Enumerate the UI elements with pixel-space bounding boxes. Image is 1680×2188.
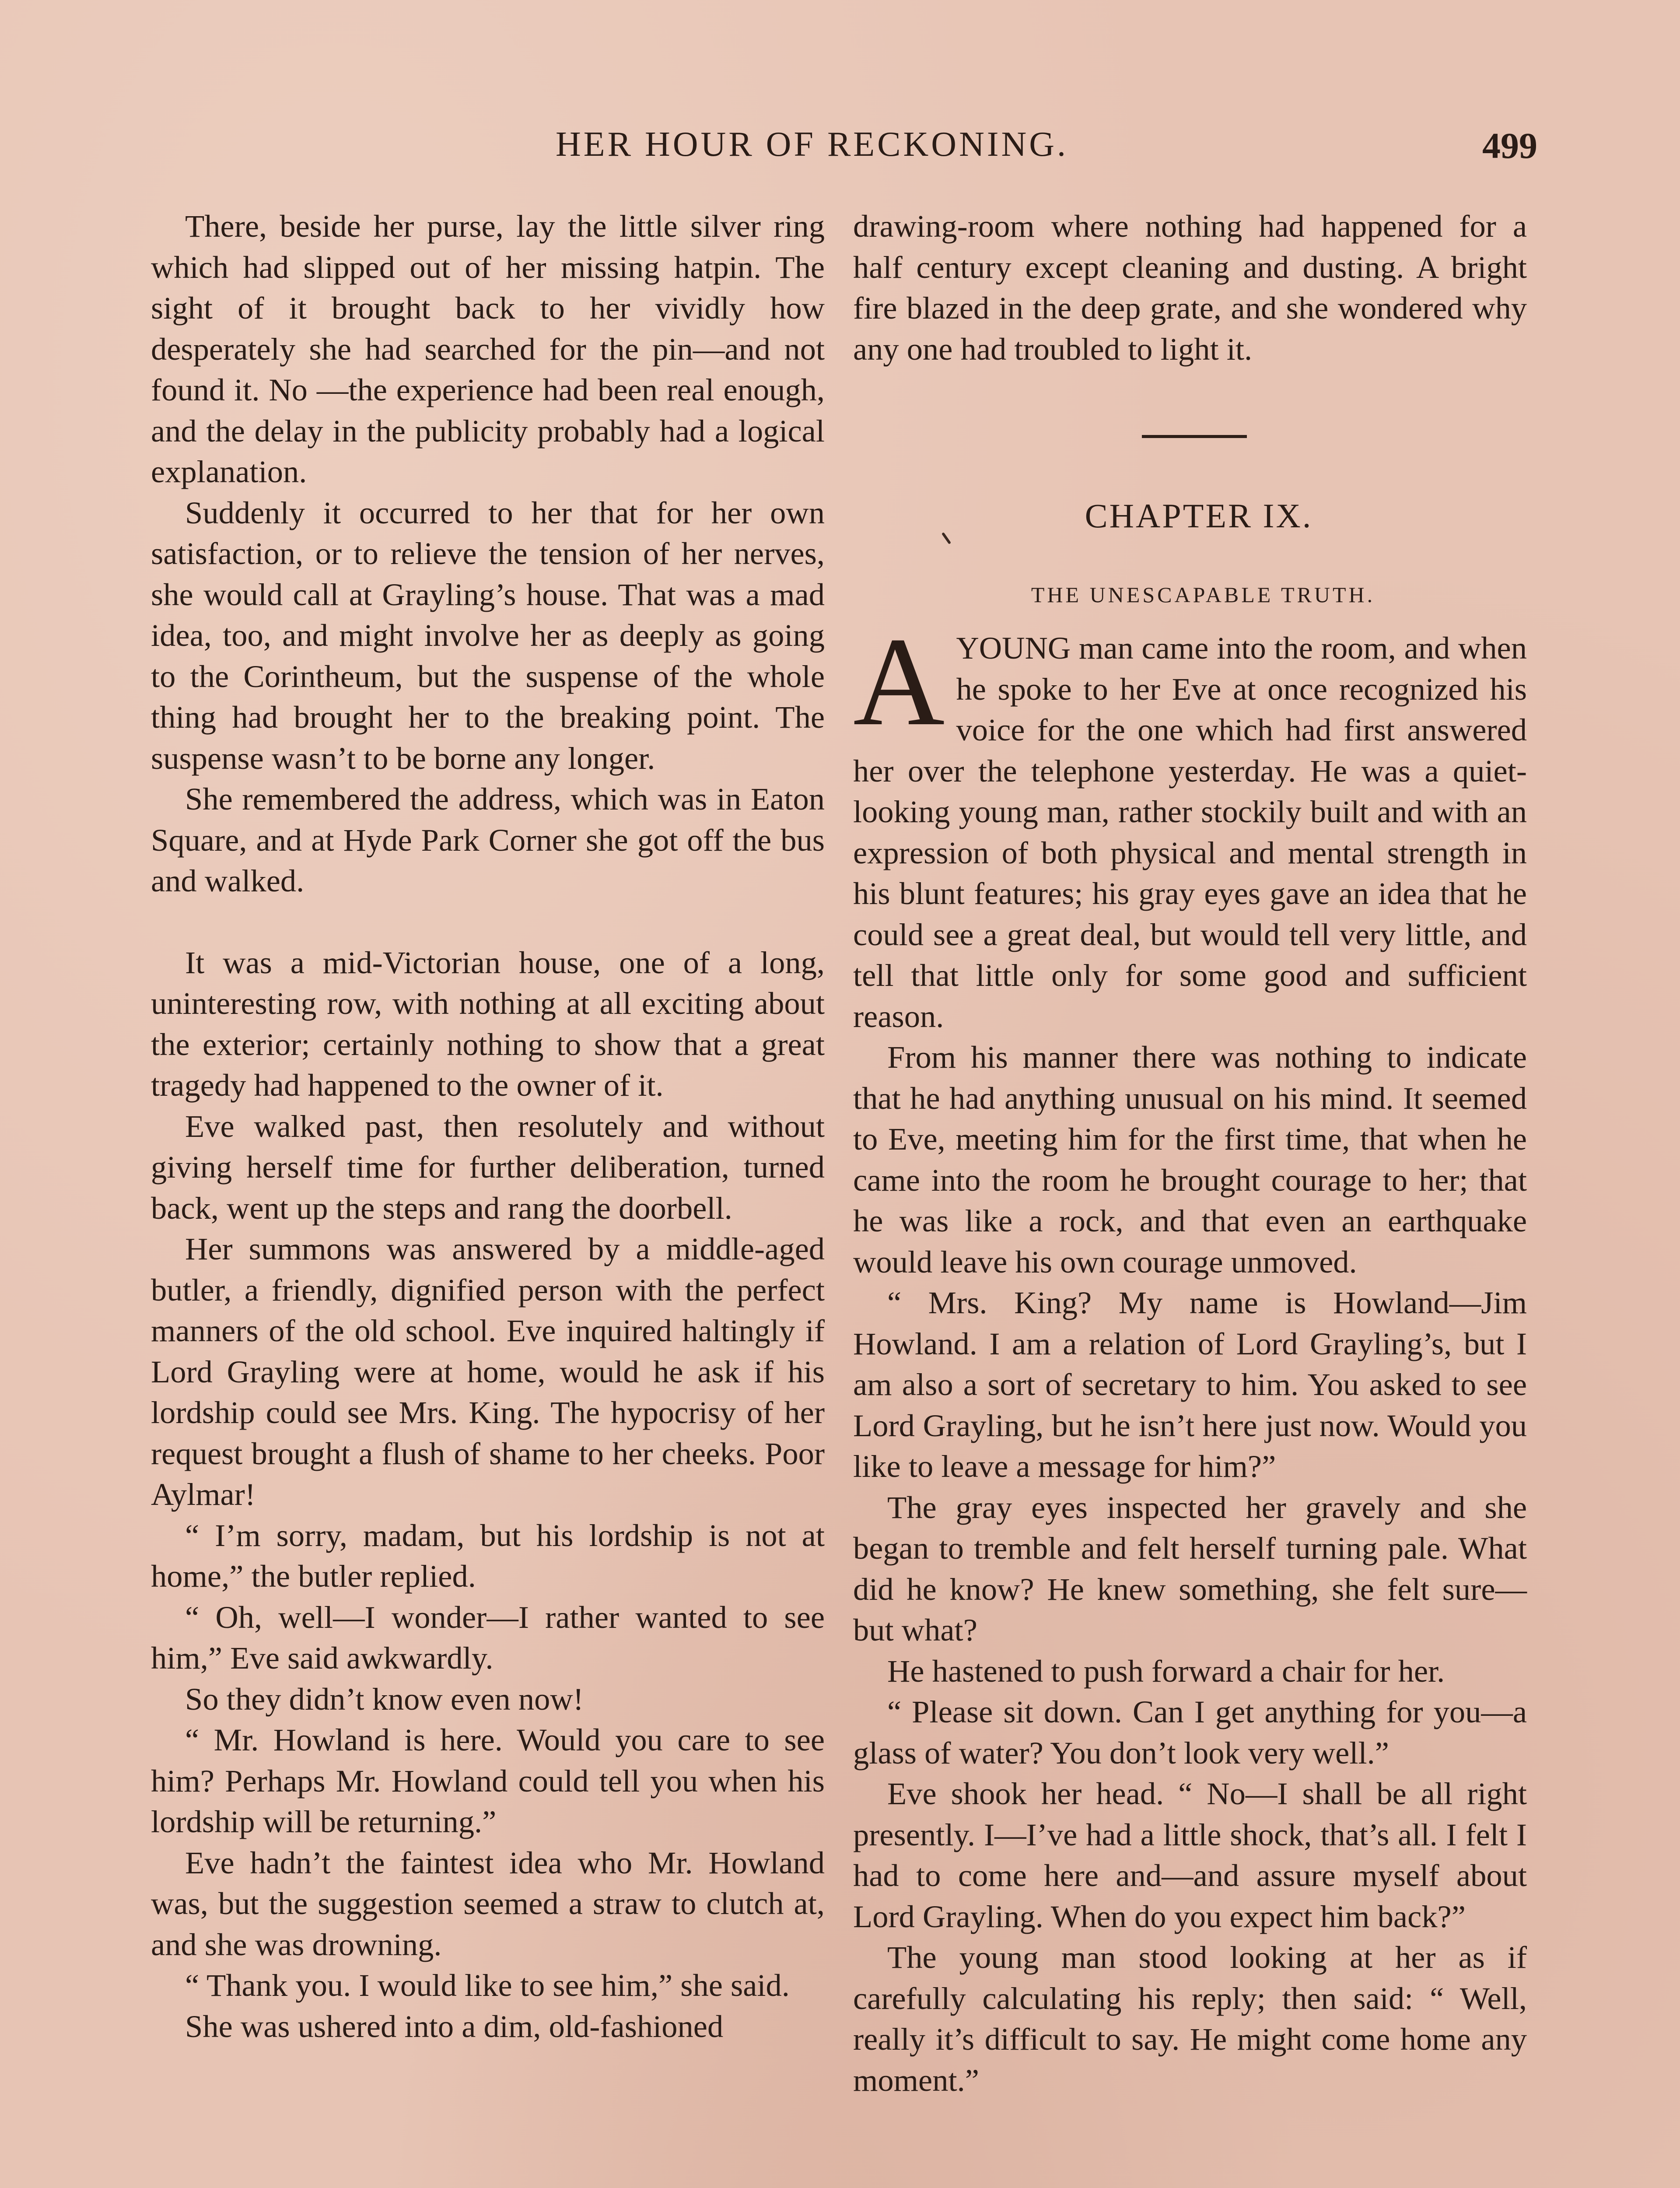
paragraph: Suddenly it occurred to her that for her own satisfaction, or to relieve the tension of her nerves, she would call at Grayling’s house. That was a mad idea, too, and might involve her as deeply as going to the Corintheum, but the suspense of the whole thing had brought her to the breaking point. The suspense wasn’t to be borne any longer. [151,494,825,776]
left-column [151,206,825,2047]
right-column [853,206,1527,2100]
paragraph: “ Thank you. I would like to see him,” she said. [185,1967,790,2003]
paragraph: She remembered the address, which was in Eaton Square, and at Hyde Park Corner she got off the bus and walked. [151,781,825,898]
paragraph: There, beside her purse, lay the little silver ring which had slipped out of her missing hatpin. The sight of it brought back to her vividly how desperately she had searched for the pin—and not found it. No —the experience had been real enough, and the delay in the publicity probably had a logical explanation. [151,208,825,489]
paragraph: “ Mrs. King? My name is Howland—Jim Howland. I am a relation of Lord Grayling’s, but I am also a sort of secretary to him. You asked to see Lord Grayling, but he isn’t here just now. Would you like to leave a message for him?” [853,1285,1527,1484]
paragraph: It was a mid-Victorian house, one of a long, uninteresting row, with nothing at all exciting about the exterior; certainly nothing to show that a great tragedy had happened to the owner of it. [151,944,825,1103]
chapter-title: CHAPTER IX. [1085,497,1313,535]
paragraph: “ Please sit down. Can I get anything for you—a glass of water? You don’t look very well.” [853,1694,1527,1771]
page-header [0,125,1680,173]
paragraph: Eve shook her head. “ No—I shall be all right presently. I—I’ve had a little shock, that’s all. I felt I had to come here and—and assure myself about Lord Grayling. When do you expect him back?” [853,1776,1527,1934]
chapter-subtitle: THE UNESCAPABLE TRUTH. [1031,582,1376,607]
paragraph: Her summons was answered by a middle-aged butler, a friendly, dignified person with the perfect manners of the old school. Eve inquired haltingly if Lord Grayling were at home, would he ask if his lordship could see Mrs. King. The hypocrisy of her request brought a flush of shame to her cheeks. Poor Aylmar! [151,1231,825,1512]
drop-cap: A [853,611,945,752]
page-number: 499 [1482,126,1537,166]
paragraph: The young man stood looking at her as if carefully calculating his reply; then said: “ Well, really it’s difficult to say. He might come home any moment.” [853,1939,1527,2098]
paragraph: drawing-room where nothing had happened for a half century except cleaning and dusting. A bright fire blazed in the deep grate, and she wondered why any one had troubled to light it. [853,208,1527,367]
paragraph: She was ushered into a dim, old-fashioned [185,2008,724,2044]
section-divider [1142,435,1247,438]
chapter-opening-text: YOUNG man came into the room, and when he spoke to her Eve at once recognized his voice for the one which had first answered her over the telephone yesterday. He was a quiet-looking young man, rather stockily built and with an expression of both physical and mental strength in his blunt features; his gray eyes gave an idea that he could see a great deal, but would tell very little, and tell that little only for some good and sufficient reason. [853,630,1527,1034]
paragraph: “ Mr. Howland is here. Would you care to see him? Perhaps Mr. Howland could tell you when his lordship will be returning.” [151,1722,825,1839]
paragraph: The gray eyes inspected her gravely and she began to tremble and felt herself turning pale. What did he know? He knew something, she felt sure—but what? [853,1489,1527,1648]
paragraph: He hastened to push forward a chair for her. [887,1653,1445,1689]
paragraph: “ I’m sorry, madam, but his lordship is not at home,” the butler replied. [151,1517,825,1594]
paragraph: Eve walked past, then resolutely and without giving herself time for further deliberation, turned back, went up the steps and rang the doorbell. [151,1108,825,1226]
paragraph: From his manner there was nothing to indicate that he had anything unusual on his mind. It seemed to Eve, meeting him for the first time, that when he came into the room he brought courage to her; that he was like a rock, and that even an earthquake would leave his own courage unmoved. [853,1039,1527,1280]
running-head: HER HOUR OF RECKONING. [556,125,1069,164]
chapter-opening-paragraph [853,611,1527,1037]
paragraph: So they didn’t know even now! [185,1681,584,1717]
paragraph: Eve hadn’t the faintest idea who Mr. Howland was, but the suggestion seemed a straw to clutch at, and she was drowning. [151,1844,825,1962]
paragraph: “ Oh, well—I wonder—I rather wanted to see him,” Eve said awkwardly. [151,1599,825,1676]
section-divider-wrap [853,369,1527,492]
